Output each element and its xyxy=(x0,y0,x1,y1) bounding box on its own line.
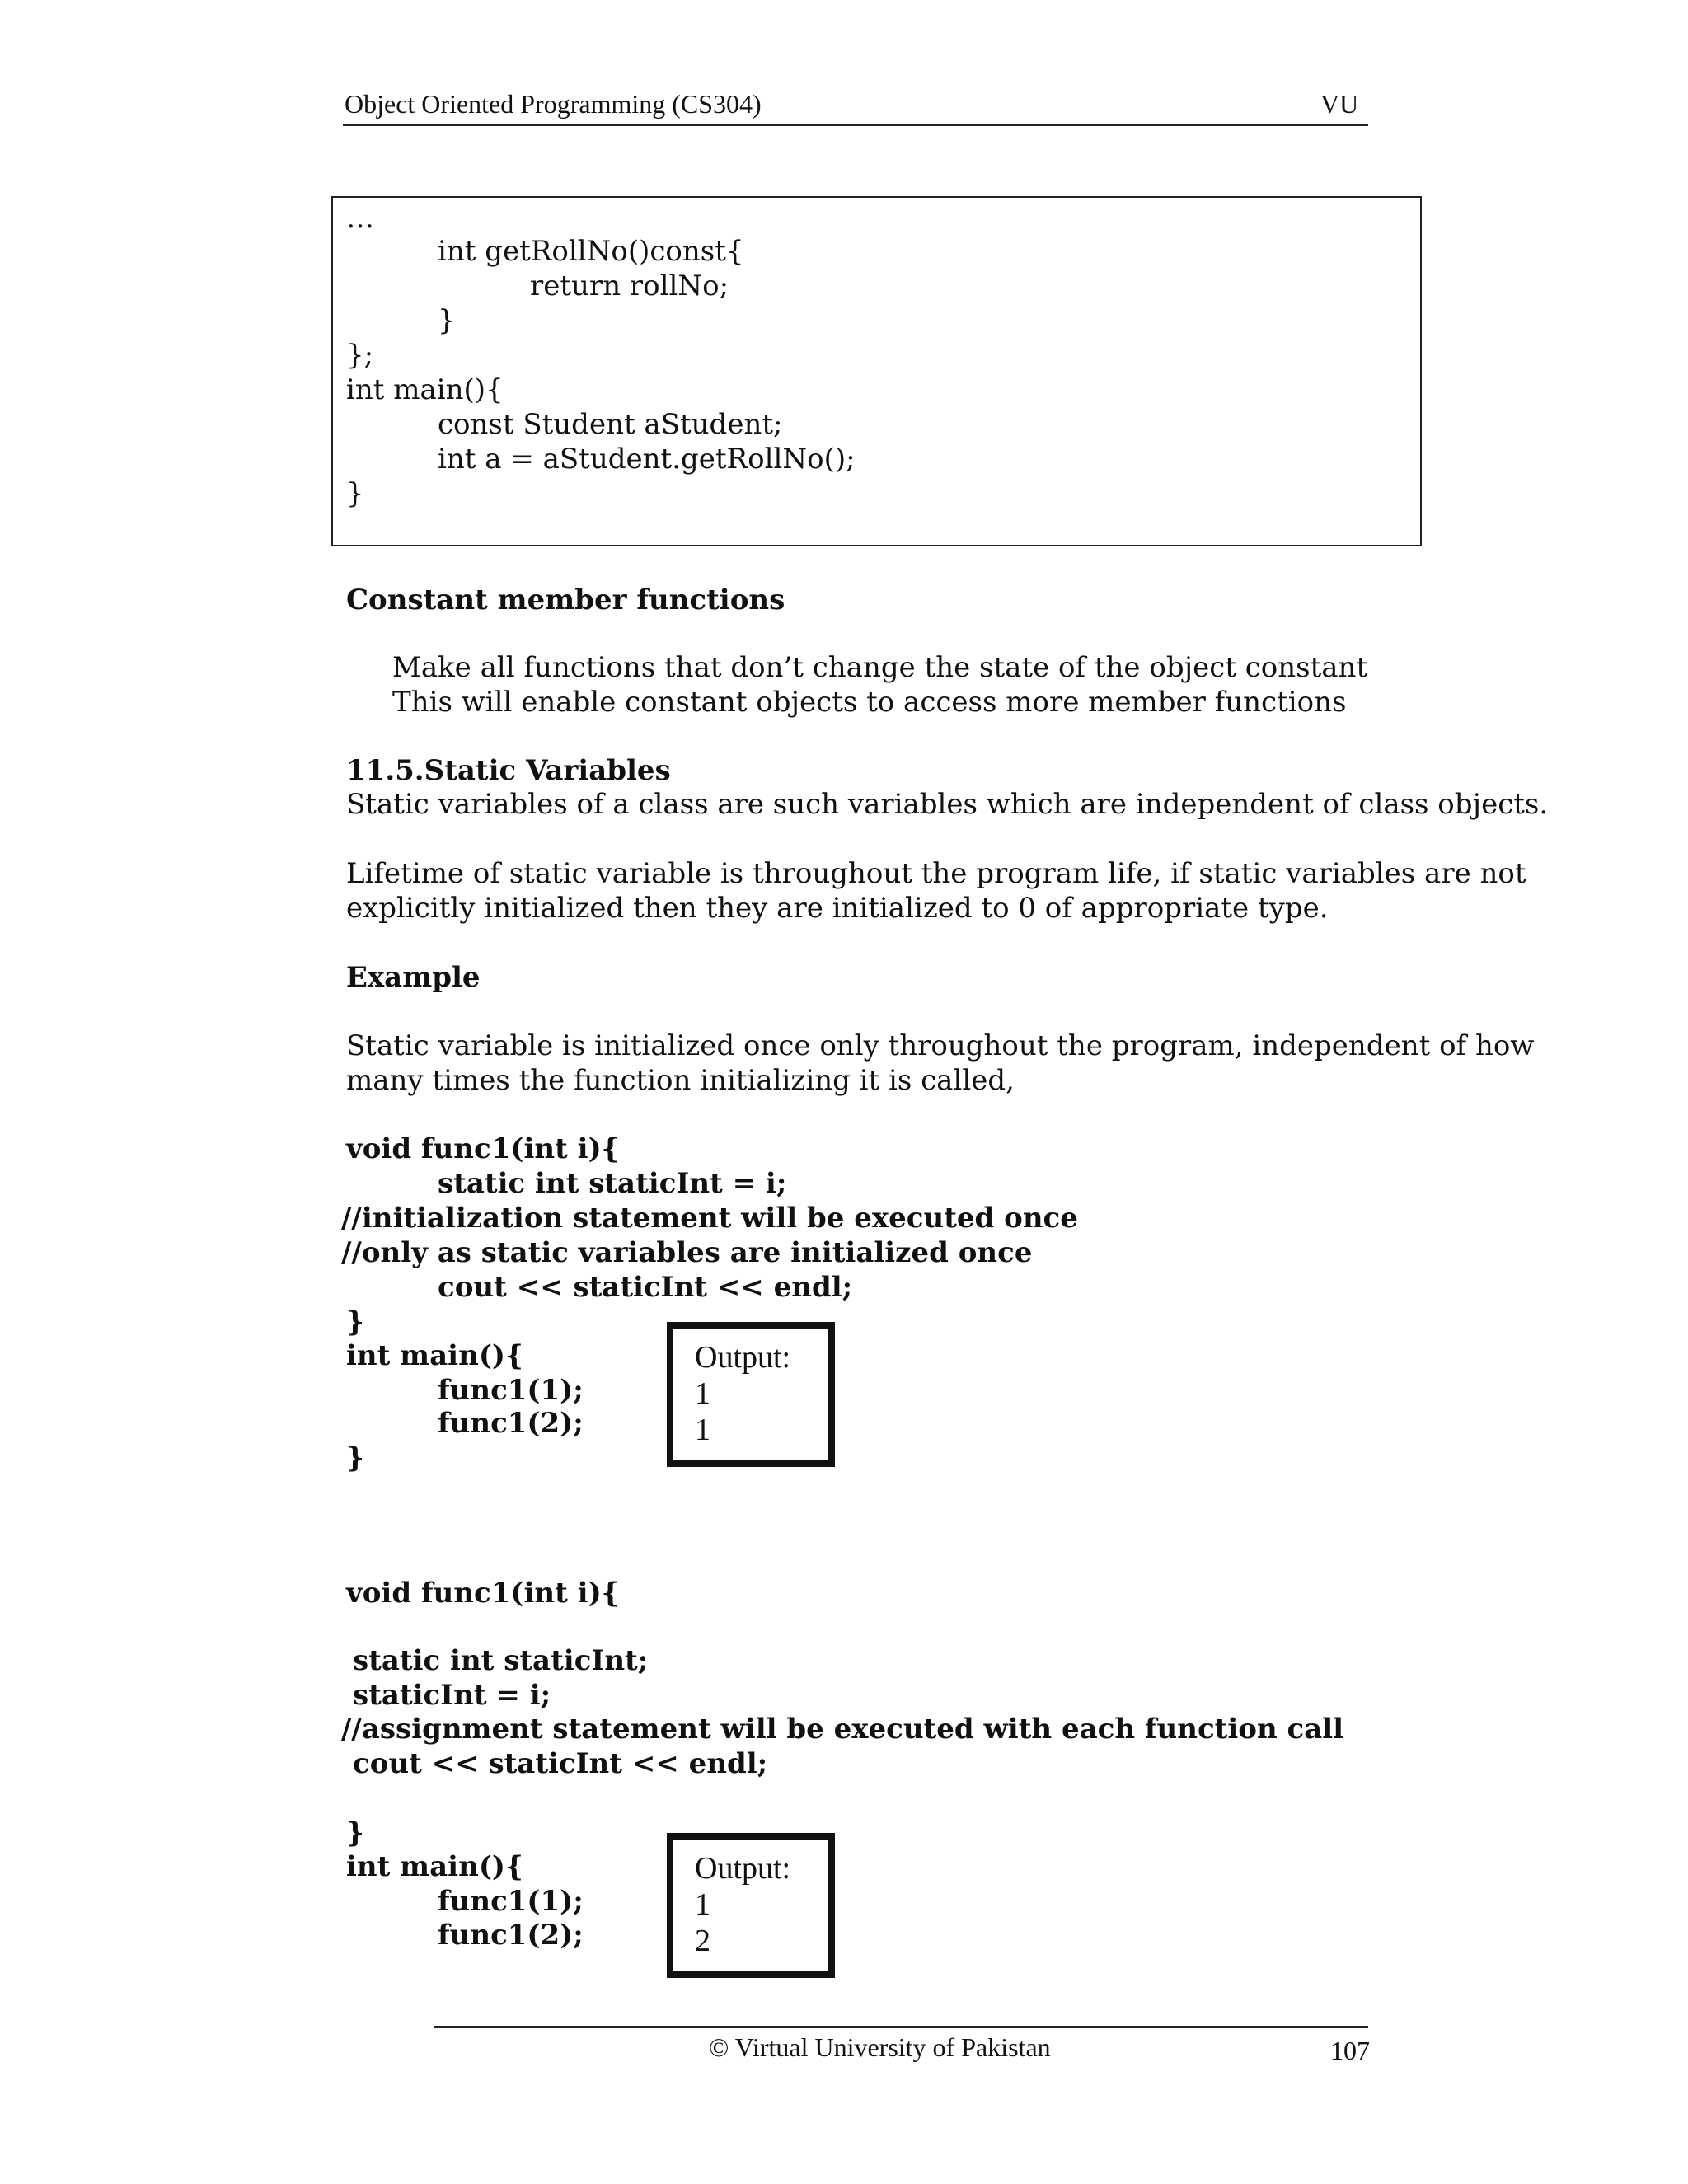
header-rule xyxy=(343,124,1368,126)
code-line: void func1(int i){ xyxy=(346,1577,620,1610)
code-line: } xyxy=(346,1305,364,1338)
code-line: cout << staticInt << endl; xyxy=(438,1271,853,1304)
code-line: func1(2); xyxy=(438,1919,584,1952)
footer-rule xyxy=(434,2026,1368,2028)
code-line: staticInt = i; xyxy=(353,1679,551,1712)
heading-example: Example xyxy=(346,961,481,994)
heading-constant-member-functions: Constant member functions xyxy=(346,583,785,616)
header-vu: VU xyxy=(1320,89,1359,119)
code-line: int main(){ xyxy=(346,1850,523,1883)
output-label: Output: xyxy=(695,1851,791,1886)
code-line: static int staticInt = i; xyxy=(438,1167,787,1200)
code-line: int main(){ xyxy=(346,1339,523,1372)
paragraph-line: Static variable is initialized once only throughout the program, independent of how xyxy=(346,1029,1535,1062)
code-line: const Student aStudent; xyxy=(438,408,783,441)
output-value: 1 xyxy=(695,1887,710,1922)
paragraph-line: Lifetime of static variable is throughout the program life, if static variables are not xyxy=(346,857,1526,890)
code-line: void func1(int i){ xyxy=(346,1132,620,1165)
code-line: static int staticInt; xyxy=(353,1644,649,1677)
footer-copyright: © Virtual University of Pakistan xyxy=(709,2032,1051,2062)
code-line: func1(1); xyxy=(438,1374,584,1407)
code-line: … xyxy=(346,202,374,235)
output-value: 1 xyxy=(695,1376,710,1411)
code-line: int getRollNo()const{ xyxy=(438,235,744,268)
heading-static-variables: 11.5.Static Variables xyxy=(346,754,671,787)
code-comment: //assignment statement will be executed with each function call xyxy=(341,1713,1344,1746)
code-line: return rollNo; xyxy=(530,269,729,302)
code-line: int a = aStudent.getRollNo(); xyxy=(438,443,856,476)
paragraph-line: This will enable constant objects to access more member functions xyxy=(392,686,1347,719)
code-comment: //only as static variables are initialized once xyxy=(341,1236,1033,1269)
code-line: int main(){ xyxy=(346,373,504,406)
page-number: 107 xyxy=(1330,2036,1370,2065)
paragraph-line: Static variables of a class are such variables which are independent of class objects. xyxy=(346,788,1549,821)
output-box xyxy=(667,1833,835,1978)
header-title: Object Oriented Programming (CS304) xyxy=(345,89,762,119)
code-line: }; xyxy=(346,339,374,372)
paragraph-line: Make all functions that don’t change the state of the object constant xyxy=(392,651,1368,684)
output-value: 2 xyxy=(695,1924,710,1958)
output-value: 1 xyxy=(695,1413,710,1447)
code-line: } xyxy=(346,1441,364,1474)
code-line: func1(2); xyxy=(438,1407,584,1440)
code-line: cout << staticInt << endl; xyxy=(353,1747,768,1780)
paragraph-line: many times the function initializing it is called, xyxy=(346,1064,1015,1097)
code-line: } xyxy=(346,477,364,510)
paragraph-line: explicitly initialized then they are initialized to 0 of appropriate type. xyxy=(346,892,1329,925)
output-label: Output: xyxy=(695,1340,791,1375)
code-line: } xyxy=(346,1816,364,1849)
code-line: } xyxy=(438,304,456,337)
code-comment: //initialization statement will be executed once xyxy=(341,1202,1078,1235)
code-line: func1(1); xyxy=(438,1885,584,1918)
output-box xyxy=(667,1322,835,1467)
